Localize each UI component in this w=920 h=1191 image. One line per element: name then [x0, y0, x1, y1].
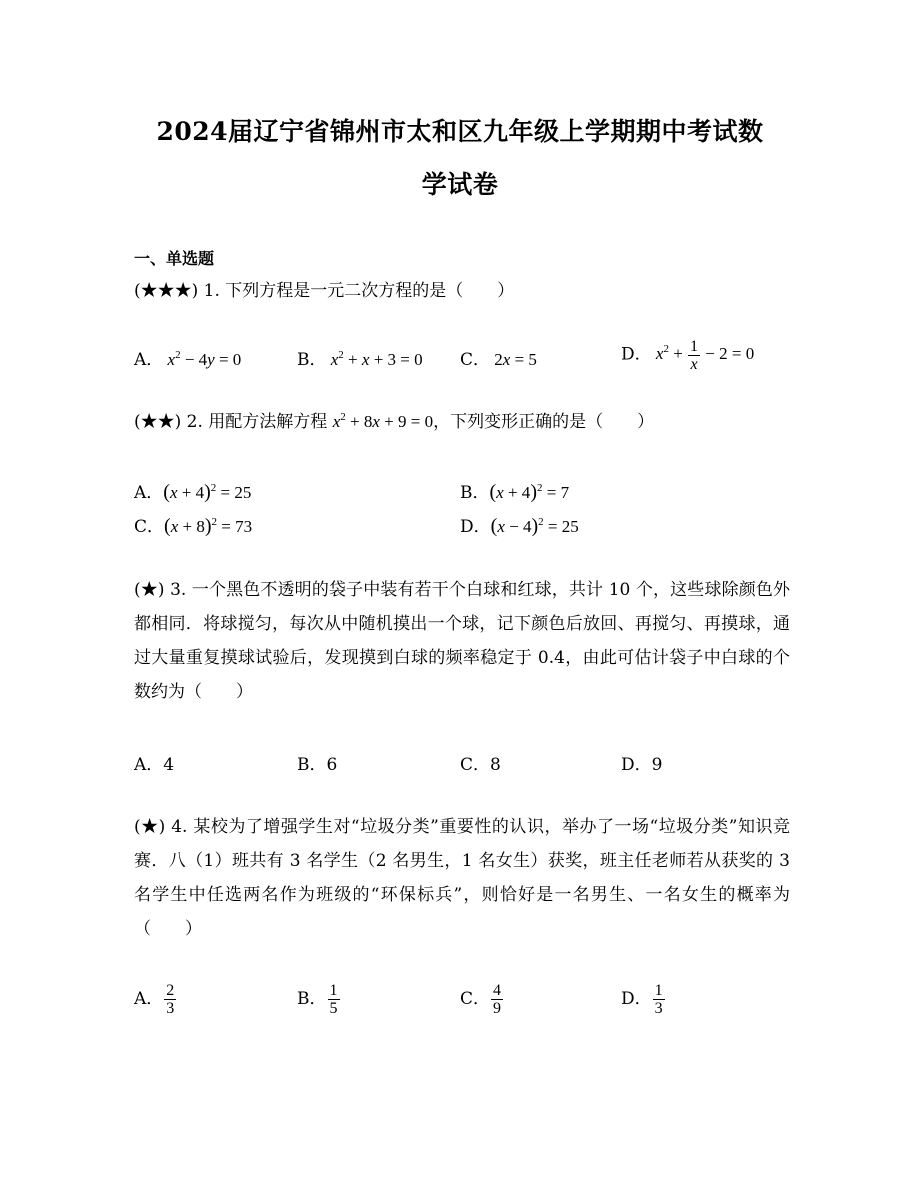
- math-exponent: 2: [211, 516, 217, 528]
- math-op: + 4: [177, 483, 205, 502]
- question-4-option-d: [621, 982, 666, 1017]
- question-2-option-b: [460, 478, 569, 504]
- question-1-option-a: [134, 345, 241, 370]
- math-var: x: [497, 517, 505, 536]
- fraction: [328, 982, 340, 1017]
- question-4-option-c: [460, 982, 504, 1017]
- question-1-stem: (★★★) 1. 下列方程是一元二次方程的是（ ）: [134, 281, 515, 301]
- math-op: + 4: [503, 483, 531, 502]
- option-label: D．: [460, 517, 491, 537]
- question-3-option-d: D．9: [621, 755, 663, 775]
- option-label: B．: [297, 350, 327, 370]
- math-op: + 3 = 0: [369, 350, 423, 369]
- option-label: A．: [134, 989, 164, 1009]
- math-exponent: 2: [175, 349, 181, 361]
- fraction-denominator: 3: [166, 1000, 175, 1017]
- math-op: + 8: [178, 517, 205, 536]
- math-paren: (: [164, 515, 171, 537]
- math-paren: ): [531, 515, 539, 537]
- document-title-line-1: 2024届辽宁省锦州市太和区九年级上学期期中考试数: [156, 117, 764, 146]
- question-1-option-d: [621, 338, 754, 373]
- option-label: C．: [460, 350, 491, 370]
- math-paren: (: [490, 515, 498, 537]
- option-label: A．: [134, 350, 164, 370]
- math-op: − 2 = 0: [701, 344, 755, 364]
- math-op: + 8: [345, 412, 373, 431]
- math-paren: (: [163, 481, 170, 503]
- math-var: x: [167, 350, 176, 369]
- math-var: x: [655, 344, 664, 364]
- option-label: B．: [460, 483, 490, 503]
- math-paren: ): [204, 515, 212, 537]
- math-paren: ): [204, 481, 211, 503]
- question-2-stem: [134, 405, 790, 439]
- math-num: 2: [494, 350, 503, 369]
- math-var: x: [169, 483, 178, 502]
- fraction-denominator: 9: [493, 1000, 502, 1017]
- question-3-stem: (★) 3. 一个黑色不透明的袋子中装有若干个白球和红球，共计 10 个，这些球除颜色外都相同．将球搅匀，每次从中随机摸出一个球，记下颜色后放回、再搅匀、再摸球，通过大量重复摸球试验后，发现摸到白球的频率稳定于 0.4，由此可估计袋子中白球的个数约为（ ）: [134, 580, 790, 702]
- math-op: +: [343, 350, 362, 369]
- math-var: x: [332, 412, 341, 431]
- math-var: x: [502, 350, 511, 369]
- fraction-numerator: 4: [493, 982, 502, 999]
- math-op: = 7: [542, 483, 570, 502]
- option-label: A．: [134, 483, 164, 503]
- option-label: C．: [134, 517, 165, 537]
- math-op: + 9 = 0: [379, 412, 434, 431]
- math-exponent: 2: [338, 349, 344, 361]
- option-label: D．: [621, 989, 652, 1009]
- question-2-option-d: [460, 512, 579, 538]
- question-3-option-c: C．8: [460, 755, 501, 775]
- question-3-option-a: A．4: [134, 755, 175, 775]
- math-exponent: 2: [340, 411, 346, 423]
- question-4-option-a: [134, 982, 177, 1017]
- section-heading-single-choice: 一、单选题: [134, 249, 215, 268]
- math-paren: (: [489, 481, 497, 503]
- question-2-stem-end: ，下列变形正确的是（ ）: [433, 412, 655, 432]
- math-paren: ): [530, 481, 537, 503]
- fraction: [688, 338, 700, 373]
- math-var: x: [372, 412, 380, 431]
- question-1-option-b: [297, 345, 423, 370]
- question-4-option-b: [297, 982, 341, 1017]
- option-label: C．: [460, 989, 491, 1009]
- math-op: = 73: [217, 517, 253, 536]
- math-var: y: [207, 350, 215, 369]
- math-var: x: [170, 517, 179, 536]
- math-exponent: 2: [538, 516, 544, 528]
- math-op: = 25: [216, 483, 252, 502]
- fraction-denominator: x: [690, 356, 698, 373]
- fraction: [164, 982, 176, 1017]
- fraction-numerator: 1: [690, 338, 699, 355]
- math-op: = 5: [510, 350, 537, 369]
- question-3-option-b: B．6: [297, 755, 338, 775]
- math-var: x: [496, 483, 504, 502]
- math-op: − 4: [504, 517, 532, 536]
- math-exponent: 2: [536, 482, 543, 494]
- document-title-line-2: 学试卷: [421, 170, 499, 199]
- math-op: = 0: [214, 350, 242, 369]
- question-2-option-c: [134, 512, 252, 538]
- question-2-option-a: [134, 478, 251, 504]
- fraction-numerator: 2: [166, 982, 175, 999]
- math-exponent: 2: [210, 482, 217, 494]
- math-op: − 4: [180, 350, 208, 369]
- fraction: [491, 982, 503, 1017]
- fraction: [653, 982, 665, 1017]
- option-label: D．: [621, 344, 652, 365]
- math-op: = 25: [543, 517, 579, 536]
- option-label: B．: [297, 989, 327, 1009]
- math-var: x: [330, 350, 339, 369]
- question-4-stem: (★) 4. 某校为了增强学生对“垃圾分类”重要性的认识，举办了一场“垃圾分类”知识竞赛．八（1）班共有 3 名学生（2 名男生，1 名女生）获奖，班主任老师若从获奖的 3 名学生中任选两名作为班级的“环保标兵”，则恰好是一名男生、一名女生的概率为（ ）: [134, 817, 790, 939]
- math-var: x: [361, 350, 370, 369]
- fraction-numerator: 1: [654, 982, 663, 999]
- math-op: +: [668, 344, 688, 364]
- math-exponent: 2: [663, 343, 669, 356]
- fraction-numerator: 1: [329, 982, 338, 999]
- fraction-denominator: 5: [329, 1000, 338, 1017]
- question-2-stem-start: (★★) 2. 用配方法解方程: [134, 412, 333, 432]
- fraction-denominator: 3: [654, 1000, 663, 1017]
- question-1-option-c: [460, 345, 537, 370]
